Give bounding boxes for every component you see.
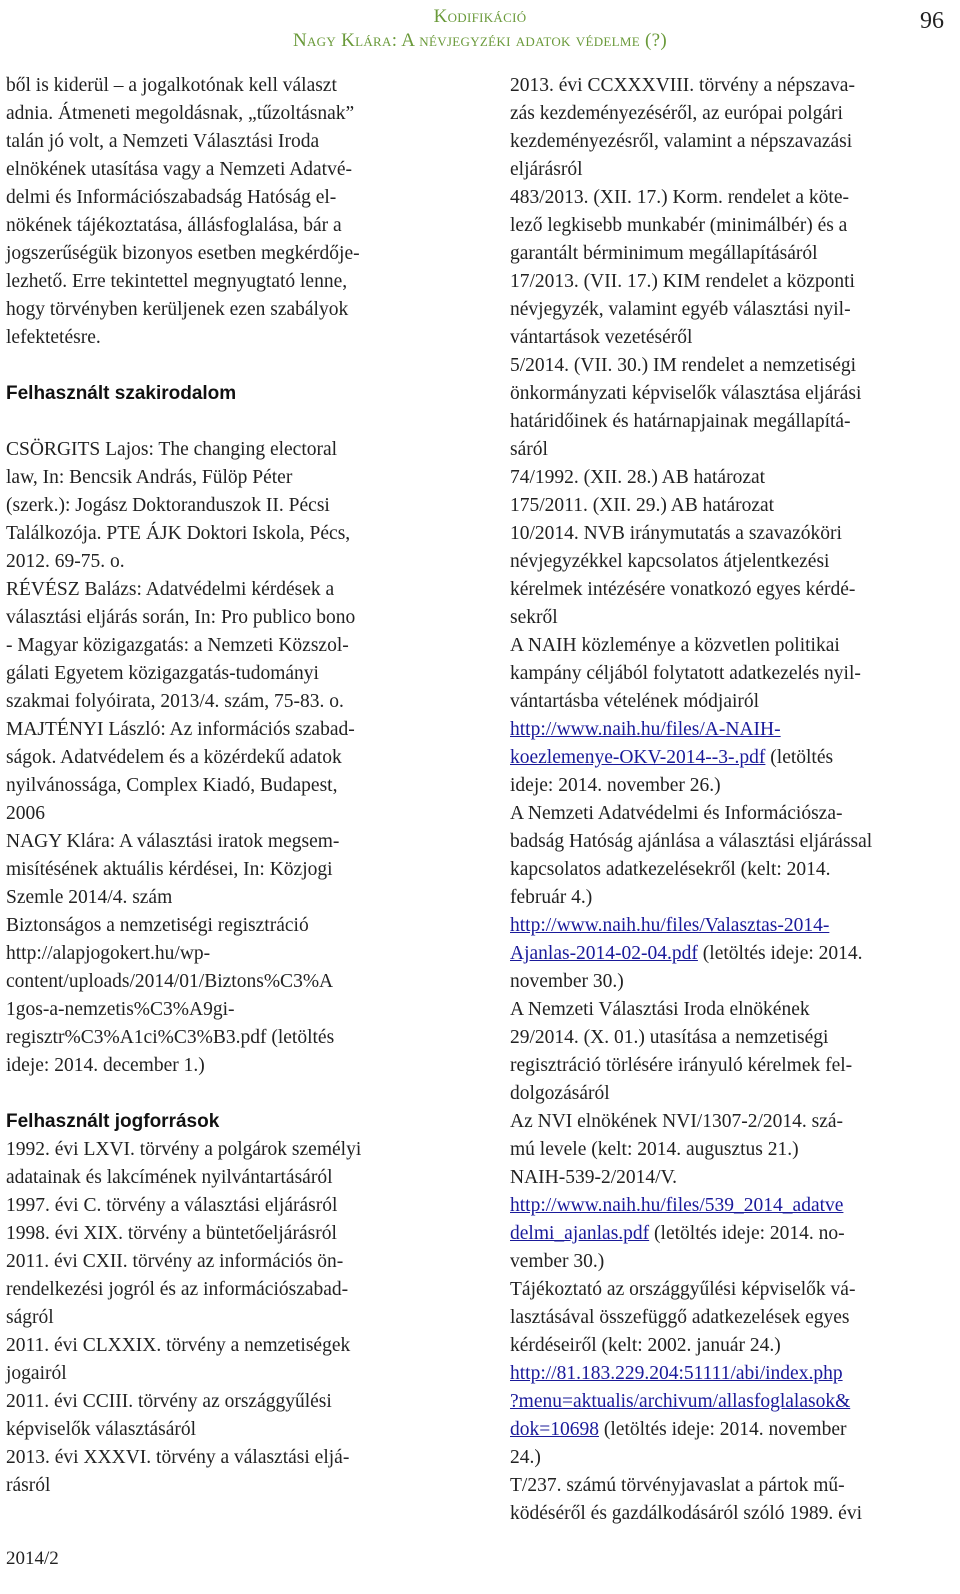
legal-source-line: ságról	[6, 1307, 54, 1328]
reference-line: sáról	[510, 439, 548, 460]
link-suffix: (letöltés ideje: 2014. no-	[649, 1223, 845, 1244]
reference-line: ságok. Adatvédelem és a közérdekű adatok	[6, 747, 342, 768]
url-link[interactable]: http://www.naih.hu/files/A-NAIH-	[510, 719, 781, 740]
text-line: nökének tájékoztatása, állásfoglalása, bár a	[6, 215, 342, 236]
reference-line: zás kezdeményezéséről, az európai polgári	[510, 103, 843, 124]
link-line	[510, 1220, 940, 1248]
legal-source-line: 2011. évi CXII. törvény az információs ön-	[6, 1251, 344, 1272]
legal-source-line: 1998. évi XIX. törvény a büntetőeljárásról	[6, 1223, 337, 1244]
reference-line: dolgozásáról	[510, 1083, 610, 1104]
url-link[interactable]: http://81.183.229.204:51111/abi/index.php	[510, 1363, 843, 1384]
reference-line: 24.)	[510, 1447, 541, 1468]
text-line: adnia. Átmeneti megoldásnak, „tűzoltásnak”	[6, 103, 355, 124]
reference-line: 2012. 69-75. o.	[6, 551, 125, 572]
reference-line: kapcsolatos adatkezelésekről (kelt: 2014.	[510, 859, 831, 880]
reference-line: 5/2014. (VII. 30.) IM rendelet a nemzetiségi	[510, 355, 857, 376]
url-link[interactable]: delmi_ajanlas.pdf	[510, 1223, 650, 1244]
reference-line: Az NVI elnökének NVI/1307-2/2014. szá-	[510, 1111, 844, 1132]
legal-source-line: 1997. évi C. törvény a választási eljárásról	[6, 1195, 338, 1216]
reference-line: 2006	[6, 803, 45, 824]
right-column	[510, 72, 940, 1528]
running-header	[0, 6, 960, 56]
reference-line: http://alapjogokert.hu/wp-	[6, 943, 211, 964]
url-link[interactable]: koezlemenye-OKV-2014--3-.pdf	[510, 747, 766, 768]
article-title: Nagy Klára: A névjegyzéki adatok védelme (?)	[292, 30, 668, 51]
link-line	[510, 912, 940, 940]
reference-line: kezdeményezésről, valamint a népszavazási	[510, 131, 853, 152]
reference-line: content/uploads/2014/01/Biztons%C3%A	[6, 971, 334, 992]
reference-line: NAGY Klára: A választási iratok megsem-	[6, 831, 340, 852]
reference-line: kampány céljából folytatott adatkezelés nyil-	[510, 663, 861, 684]
reference-line: (szerk.): Jogász Doktoranduszok II. Pécsi	[6, 495, 330, 516]
reference-line: határidőinek és határnapjainak megállapítá-	[510, 411, 851, 432]
link-line	[510, 1360, 940, 1388]
reference-line: Biztonságos a nemzetiségi regisztráció	[6, 915, 309, 936]
text-line: elnökének utasítása vagy a Nemzeti Adatvé-	[6, 159, 352, 180]
link-line	[510, 1416, 940, 1444]
link-line	[510, 744, 940, 772]
legal-source-line: képviselők választásáról	[6, 1419, 197, 1440]
url-link[interactable]: ?menu=aktualis/archivum/allasfoglalasok&	[510, 1391, 851, 1412]
reference-line: CSÖRGITS Lajos: The changing electoral	[6, 439, 338, 460]
legal-source-line: rásról	[6, 1475, 51, 1496]
link-suffix: (letöltés ideje: 2014.	[697, 943, 863, 964]
reference-line: november 30.)	[510, 971, 624, 992]
legal-source-line: adatainak és lakcímének nyilvántartásáról	[6, 1167, 333, 1188]
reference-line: T/237. számú törvényjavaslat a pártok mű-	[510, 1475, 845, 1496]
reference-line: ideje: 2014. november 26.)	[510, 775, 721, 796]
legal-source-line: 2011. évi CCIII. törvény az országgyűlési	[6, 1391, 332, 1412]
reference-line: regisztráció törlésére irányuló kérelmek fel-	[510, 1055, 853, 1076]
reference-line: nyilvánossága, Complex Kiadó, Budapest,	[6, 775, 338, 796]
reference-line: garantált bérminimum megállapításáról	[510, 243, 818, 264]
link-suffix: (letöltés	[765, 747, 834, 768]
reference-line: A Nemzeti Adatvédelmi és Információsza-	[510, 803, 843, 824]
reference-line: vántartások vezetéséről	[510, 327, 693, 348]
reference-line: misítésének aktuális kérdései, In: Közjogi	[6, 859, 333, 880]
reference-line: NAIH-539-2/2014/V.	[510, 1167, 678, 1188]
literature-heading: Felhasznált szakirodalom	[6, 383, 237, 404]
reference-line: gálati Egyetem közigazgatás-tudományi	[6, 663, 319, 684]
literature-list	[6, 436, 436, 1080]
reference-line: 10/2014. NVB iránymutatás a szavazóköri	[510, 523, 842, 544]
reference-line: február 4.)	[510, 887, 593, 908]
reference-line: A NAIH közleménye a közvetlen politikai	[510, 635, 840, 656]
url-link[interactable]: http://www.naih.hu/files/539_2014_adatve	[510, 1195, 844, 1216]
legal-source-line: jogairól	[6, 1363, 67, 1384]
left-column	[6, 72, 436, 1500]
link-suffix: (letöltés ideje: 2014. november	[599, 1419, 847, 1440]
text-line: lefektetésre.	[6, 327, 101, 348]
reference-line: mú levele (kelt: 2014. augusztus 21.)	[510, 1139, 799, 1160]
legal-sources-list	[6, 1136, 436, 1500]
reference-line: badság Hatóság ajánlása a választási eljárással	[510, 831, 873, 852]
legal-sources-continued	[510, 72, 940, 1528]
text-line: hogy törvényben kerüljenek ezen szabályok	[6, 299, 349, 320]
reference-line: lező legkisebb munkabér (minimálbér) és a	[510, 215, 848, 236]
intro-paragraph	[6, 72, 436, 352]
text-line: talán jó volt, a Nemzeti Választási Iroda	[6, 131, 320, 152]
reference-line: - Magyar közigazgatás: a Nemzeti Közszol-	[6, 635, 349, 656]
journal-title: Kodifikáció	[433, 6, 527, 27]
link-line	[510, 716, 940, 744]
reference-line: névjegyzék, valamint egyéb választási nyil-	[510, 299, 851, 320]
reference-line: regisztr%C3%A1ci%C3%B3.pdf (letöltés	[6, 1027, 335, 1048]
reference-line: lasztásával összefüggő adatkezelések egyes	[510, 1307, 850, 1328]
text-line: lezhető. Erre tekintettel megnyugtató lenne,	[6, 271, 348, 292]
reference-line: MAJTÉNYI László: Az információs szabad-	[6, 719, 355, 740]
reference-line: 29/2014. (X. 01.) utasítása a nemzetiségi	[510, 1027, 829, 1048]
legal-source-line: 2013. évi XXXVI. törvény a választási eljá-	[6, 1447, 350, 1468]
reference-line: kérdéseiről (kelt: 2002. január 24.)	[510, 1335, 781, 1356]
reference-line: sekről	[510, 607, 558, 628]
reference-line: eljárásról	[510, 159, 583, 180]
legal-source-line: rendelkezési jogról és az információszabad-	[6, 1279, 349, 1300]
legal-source-line: 1992. évi LXVI. törvény a polgárok személyi	[6, 1139, 362, 1160]
reference-line: Találkozója. PTE ÁJK Doktori Iskola, Pécs,	[6, 523, 351, 544]
text-line: delmi és Információszabadság Hatóság el-	[6, 187, 337, 208]
text-line: jogszerűségük bizonyos esetben megkérdője-	[6, 243, 360, 264]
reference-line: 17/2013. (VII. 17.) KIM rendelet a központi	[510, 271, 855, 292]
link-line	[510, 1388, 940, 1416]
reference-line: választási eljárás során, In: Pro publico bono	[6, 607, 356, 628]
reference-line: 1gos-a-nemzetis%C3%A9gi-	[6, 999, 235, 1020]
url-link[interactable]: http://www.naih.hu/files/Valasztas-2014-	[510, 915, 830, 936]
reference-line: A Nemzeti Választási Iroda elnökének	[510, 999, 810, 1020]
legal-sources-heading: Felhasznált jogforrások	[6, 1111, 220, 1132]
reference-line: RÉVÉSZ Balázs: Adatvédelmi kérdések a	[6, 579, 335, 600]
reference-line: ideje: 2014. december 1.)	[6, 1055, 205, 1076]
reference-line: vántartásba vételének módjairól	[510, 691, 760, 712]
reference-line: ködéséről és gazdálkodásáról szóló 1989. évi	[510, 1503, 862, 1524]
url-link[interactable]: Ajanlas-2014-02-04.pdf	[510, 943, 698, 964]
text-line: ből is kiderül – a jogalkotónak kell választ	[6, 75, 337, 96]
reference-line: law, In: Bencsik András, Fülöp Péter	[6, 467, 293, 488]
reference-line: Tájékoztató az országgyűlési képviselők vá-	[510, 1279, 856, 1300]
reference-line: vember 30.)	[510, 1251, 605, 1272]
reference-line: 175/2011. (XII. 29.) AB határozat	[510, 495, 775, 516]
reference-line: 2013. évi CCXXXVIII. törvény a népszava-	[510, 75, 855, 96]
reference-line: önkormányzati képviselők választása eljárási	[510, 383, 862, 404]
reference-line: Szemle 2014/4. szám	[6, 887, 173, 908]
link-line	[510, 940, 940, 968]
reference-line: 483/2013. (XII. 17.) Korm. rendelet a köte-	[510, 187, 849, 208]
reference-line: kérelmek intézésére vonatkozó egyes kérdé-	[510, 579, 856, 600]
issue-number: 2014/2	[6, 1548, 59, 1569]
reference-line: szakmai folyóirata, 2013/4. szám, 75-83. o.	[6, 691, 344, 712]
page-number: 96	[920, 8, 944, 34]
reference-line: névjegyzékkel kapcsolatos átjelentkezési	[510, 551, 830, 572]
reference-line: 74/1992. (XII. 28.) AB határozat	[510, 467, 766, 488]
link-line	[510, 1192, 940, 1220]
url-link[interactable]: dok=10698	[510, 1419, 599, 1440]
legal-source-line: 2011. évi CLXXIX. törvény a nemzetiségek	[6, 1335, 351, 1356]
